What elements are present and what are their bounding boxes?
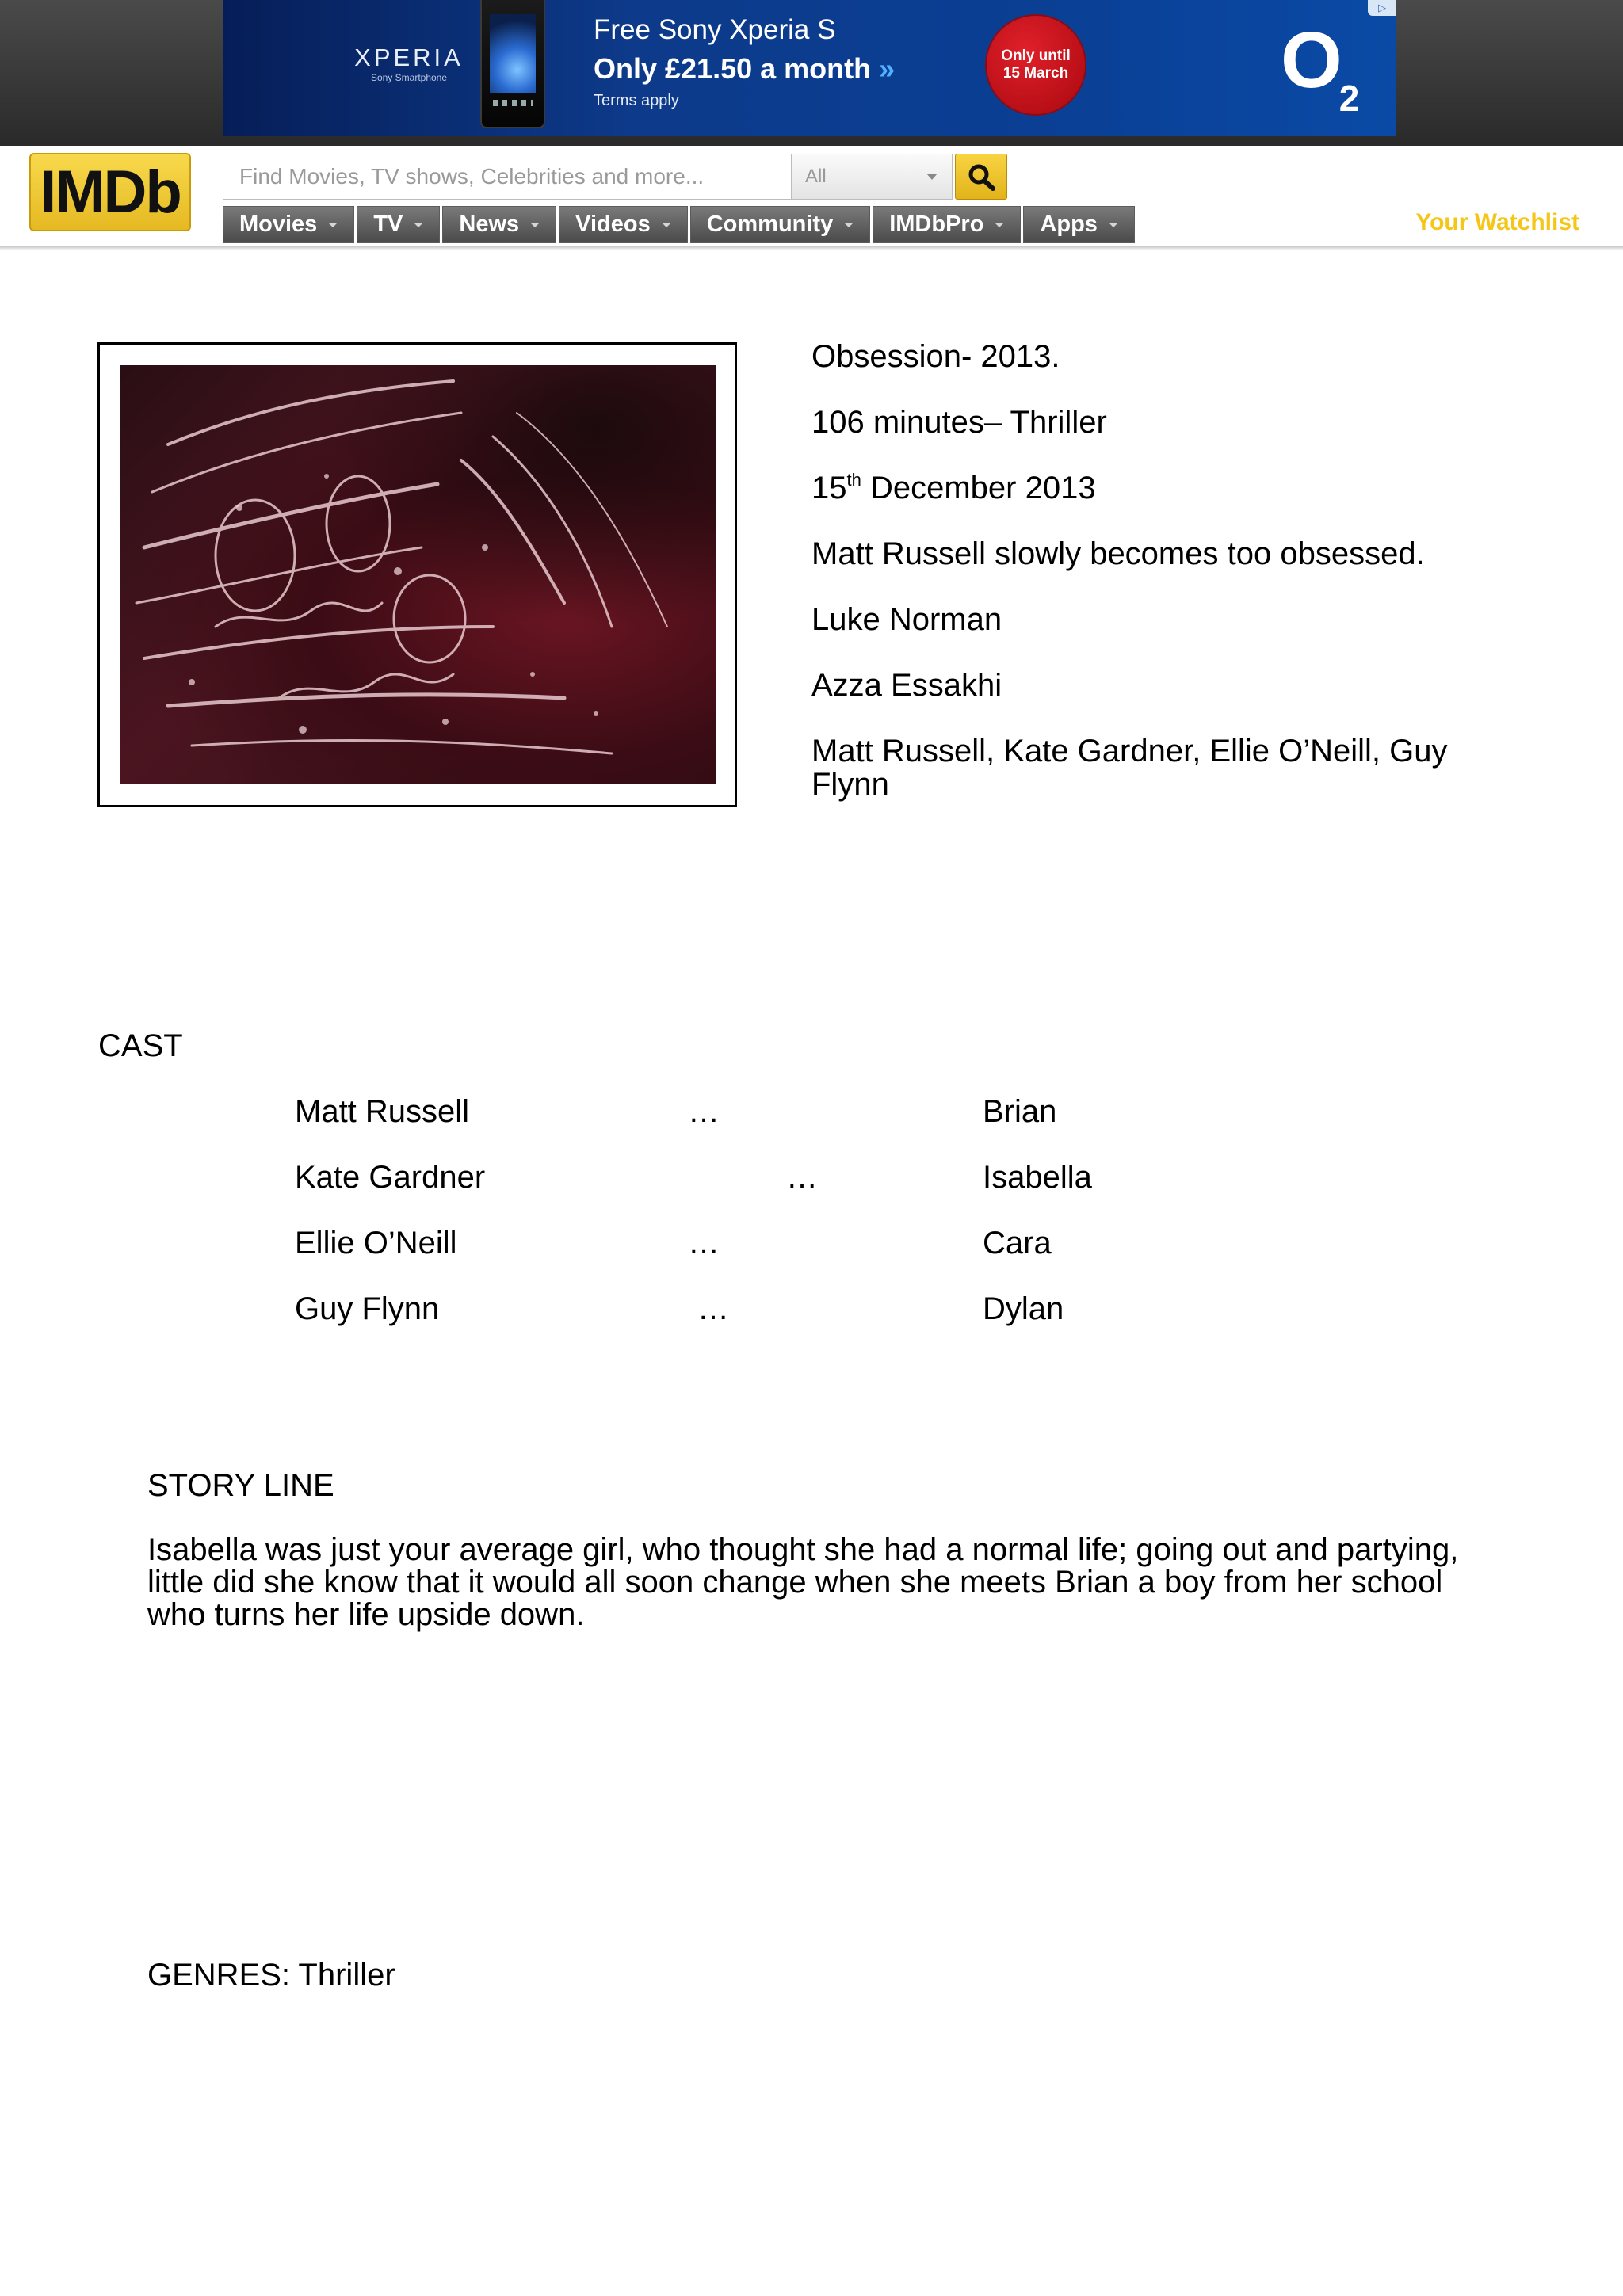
film-stars-line: Matt Russell, Kate Gardner, Ellie O’Neill, Guy [812, 734, 1448, 769]
nav-videos[interactable] [559, 206, 688, 243]
login-link[interactable]: Login [1476, 161, 1525, 181]
cast-dots: … [688, 1226, 720, 1261]
release-month-year: December 2013 [861, 471, 1096, 505]
ad-badge-line2: 15 March [1002, 65, 1069, 82]
chevron-down-icon [844, 223, 854, 227]
cast-role: Dylan [983, 1291, 1064, 1326]
film-runtime-genre: 106 minutes– Thriller [812, 405, 1107, 440]
release-day-suffix: th [846, 470, 861, 490]
poster-texture [120, 365, 716, 784]
nav-label: News [459, 212, 520, 237]
chevron-down-icon [1109, 223, 1118, 227]
storyline-heading: STORY LINE [147, 1468, 334, 1503]
ad-choices-icon[interactable]: ▷ [1368, 0, 1396, 16]
release-day: 15 [812, 471, 847, 505]
storyline-line: who turns her life upside down. [147, 1597, 585, 1632]
help-link[interactable]: Help [1541, 161, 1579, 181]
phone-keys [493, 100, 533, 106]
cast-actor: Matt Russell [295, 1094, 470, 1129]
o2-logo-letter: O [1281, 16, 1342, 105]
film-stars-line: Flynn [812, 767, 889, 802]
nav-movies[interactable] [223, 206, 354, 243]
cast-dots: … [786, 1160, 818, 1195]
chevron-down-icon [926, 174, 938, 180]
header-shadow [0, 246, 1623, 250]
cast-actor: Kate Gardner [295, 1160, 486, 1195]
chevron-down-icon [328, 223, 338, 227]
ad-terms: Terms apply [594, 92, 679, 109]
search-input[interactable] [223, 154, 792, 200]
o2-logo [1281, 16, 1360, 119]
nav-label: Movies [239, 212, 318, 237]
nav-imdbpro[interactable] [873, 206, 1021, 243]
cast-actor: Ellie O’Neill [295, 1226, 457, 1261]
chevron-down-icon [662, 223, 671, 227]
o2-logo-sub: 2 [1338, 78, 1360, 119]
ad-badge-line1: Only until [1001, 48, 1071, 64]
cast-role: Isabella [983, 1160, 1092, 1195]
ad-brand-name: XPERIA [354, 44, 464, 71]
cast-role: Brian [983, 1094, 1057, 1129]
chevron-down-icon [530, 223, 540, 227]
link-separator: | [1466, 161, 1471, 181]
nav-apps[interactable] [1023, 206, 1135, 243]
nav-label: Videos [575, 212, 651, 237]
storyline-text [147, 1534, 1526, 1631]
ad-brand [349, 44, 468, 83]
main-navigation [223, 206, 1135, 243]
film-release-date [812, 471, 1096, 505]
chevron-down-icon [414, 223, 423, 227]
account-links [1390, 161, 1579, 181]
cast-actor: Guy Flynn [295, 1291, 440, 1326]
storyline-line: little did she know that it would all soon change when she meets Brian a boy from her school [147, 1565, 1443, 1600]
search-category-select[interactable] [792, 154, 953, 200]
watchlist-link[interactable]: Your Watchlist [1415, 209, 1579, 235]
search-icon [967, 163, 997, 192]
nav-label: Apps [1040, 212, 1098, 237]
ad-brand-sub: Sony Smartphone [370, 72, 448, 83]
chevron-down-icon [995, 223, 1004, 227]
nav-label: IMDbPro [889, 212, 984, 237]
search-category-value: All [805, 166, 827, 187]
imdb-logo[interactable]: IMDb [29, 153, 191, 231]
ad-price [594, 52, 895, 86]
cast-dots: … [697, 1291, 729, 1326]
poster-frame [97, 342, 737, 807]
advertisement-banner[interactable] [223, 0, 1396, 136]
search-button[interactable] [955, 154, 1007, 200]
poster-image [120, 365, 716, 784]
nav-tv[interactable] [357, 206, 440, 243]
film-director: Luke Norman [812, 602, 1002, 637]
cast-dots: … [688, 1094, 720, 1129]
nav-community[interactable] [690, 206, 871, 243]
nav-label: TV [373, 212, 403, 237]
genres-line: GENRES: Thriller [147, 1958, 395, 1993]
film-tagline: Matt Russell slowly becomes too obsessed. [812, 536, 1425, 571]
film-stars [812, 734, 1448, 801]
ad-headline: Free Sony Xperia S [594, 14, 836, 45]
ad-price-text: Only £21.50 a month [594, 52, 872, 85]
cast-heading: CAST [98, 1028, 183, 1063]
film-writer: Azza Essakhi [812, 668, 1002, 703]
register-link[interactable]: Register [1389, 161, 1460, 181]
ad-arrows-icon: » [879, 52, 896, 85]
phone-image [480, 0, 545, 128]
film-title-year: Obsession- 2013. [812, 339, 1060, 374]
ad-offer-badge [987, 16, 1085, 114]
storyline-line: Isabella was just your average girl, who thought she had a normal life; going out and partying, [147, 1532, 1459, 1567]
link-separator: | [1530, 161, 1536, 181]
nav-news[interactable] [442, 206, 556, 243]
nav-label: Community [706, 212, 834, 237]
phone-screen [490, 14, 536, 93]
cast-role: Cara [983, 1226, 1052, 1261]
